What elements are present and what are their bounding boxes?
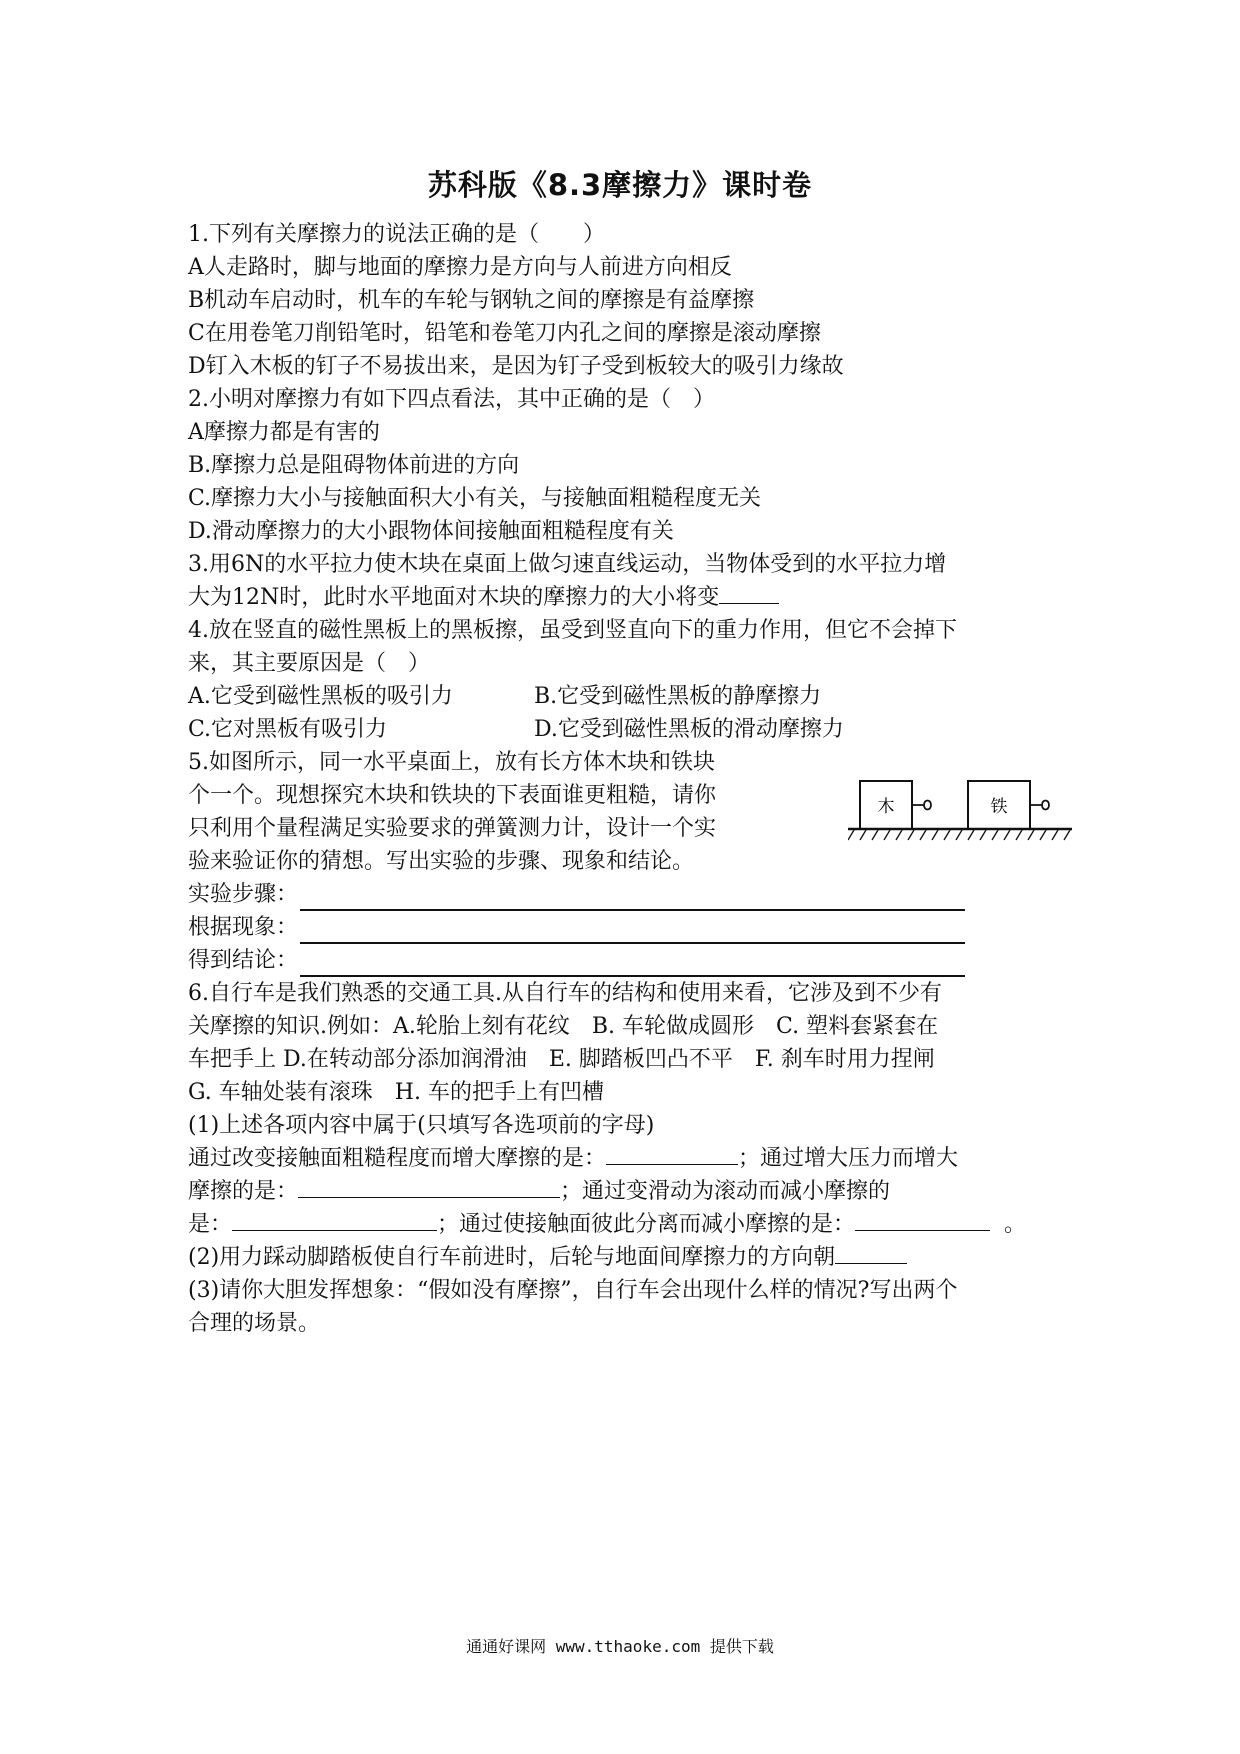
q5-steps-label: 实验步骤：: [188, 882, 299, 907]
wood-block: [860, 781, 912, 829]
q6-sub1: (1)上述各项内容中属于(只填写各选项前的字母): [188, 1113, 655, 1138]
q5-phenomenon-label: 根据现象：: [188, 915, 299, 940]
q6-line4: G. 车轴处装有滚珠 H. 车的把手上有凹槽: [188, 1080, 604, 1105]
q3-line2-text: 大为12N时，此时水平地面对木块的摩擦力的大小将变: [188, 585, 720, 610]
q6-sub3-line1: (3)请你大胆发挥想象：“假如没有摩擦”，自行车会出现什么样的情况?写出两个: [188, 1278, 958, 1303]
table-hatching: [848, 830, 1070, 840]
q6-sub1-text-a: 通过改变接触面粗糙程度而增大摩擦的是：: [188, 1146, 607, 1171]
q6-sub1-text-c: 摩擦的是：: [188, 1179, 299, 1204]
q5-conclusion-row: [188, 944, 1068, 977]
q5-line4: 验来验证你的猜想。写出实验的步骤、现象和结论。: [188, 849, 695, 874]
q6-sub2: [188, 1241, 1068, 1274]
q1-option-d: D钉入木板的钉子不易拔出来，是因为钉子受到板较大的吸引力缘故: [188, 354, 844, 379]
q5-phenomenon-blank[interactable]: [300, 918, 965, 944]
q6-line1: 6.自行车是我们熟悉的交通工具.从自行车的结构和使用来看，它涉及到不少有: [188, 981, 942, 1006]
q5-steps-row: [188, 878, 1068, 911]
page-footer: 通通好课网 www.tthaoke.com 提供下载: [466, 1637, 774, 1656]
q6-sub1-end: 。: [1004, 1212, 1027, 1237]
q2-option-a: A摩擦力都是有害的: [188, 420, 380, 445]
q3-line2: [188, 581, 1068, 614]
q6-sub1-row1: [188, 1142, 1068, 1175]
q2-stem: 2.小明对摩擦力有如下四点看法，其中正确的是（ ）: [188, 387, 715, 412]
q6-sub1-text-e: 是：: [188, 1212, 233, 1237]
q1-stem: 1.下列有关摩擦力的说法正确的是（ ）: [188, 222, 605, 247]
q6-direction-blank[interactable]: [835, 1241, 907, 1264]
q5-line1: 5.如图所示，同一水平桌面上，放有长方体木块和铁块: [188, 750, 715, 775]
q2-option-b: B.摩擦力总是阻碍物体前进的方向: [188, 453, 520, 478]
q6-line3: 车把手上 D.在转动部分添加润滑油 E. 脚踏板凹凸不平 F. 刹车时用力捏闸: [188, 1047, 935, 1072]
q1-option-c: C在用卷笔刀削铅笔时，铅笔和卷笔刀内孔之间的摩擦是滚动摩擦: [188, 321, 821, 346]
q3-line1: 3.用6N的水平拉力使木块在桌面上做匀速直线运动，当物体受到的水平拉力增: [188, 552, 947, 577]
q5-phenomenon-row: [188, 911, 1068, 944]
q5-line3: 只利用个量程满足实验要求的弹簧测力计，设计一个实: [188, 816, 717, 841]
q4-option-c: C.它对黑板有吸引力: [188, 717, 388, 742]
q1-option-a: A人走路时，脚与地面的摩擦力是方向与人前进方向相反: [188, 255, 732, 280]
q6-sub1-text-f: ；通过使接触面彼此分离而减小摩擦的是：: [437, 1212, 856, 1237]
q4-line1: 4.放在竖直的磁性黑板上的黑板擦，虽受到竖直向下的重力作用，但它不会掉下: [188, 618, 957, 643]
q6-sub1-row3: [188, 1208, 1068, 1241]
q4-option-a: A.它受到磁性黑板的吸引力: [188, 684, 453, 709]
iron-block-label: 铁: [990, 797, 1008, 817]
q3-answer-blank[interactable]: [719, 581, 779, 604]
q6-rolling-blank[interactable]: [232, 1208, 437, 1231]
q1-option-b: B机动车启动时，机车的车轮与钢轨之间的摩擦是有益摩擦: [188, 288, 755, 313]
q6-pressure-blank[interactable]: [298, 1175, 560, 1198]
q5-conclusion-label: 得到结论：: [188, 948, 299, 973]
q6-sub1-row2: [188, 1175, 1068, 1208]
q6-line2: 关摩擦的知识.例如：A.轮胎上刻有花纹 B. 车轮做成圆形 C. 塑料套紧套在: [188, 1014, 939, 1039]
page-title: 苏科版《8.3摩擦力》课时卷: [427, 168, 813, 202]
q6-separation-blank[interactable]: [855, 1208, 990, 1231]
iron-block: [968, 781, 1030, 829]
wood-hook-icon: [912, 801, 931, 810]
q4-option-b: B.它受到磁性黑板的静摩擦力: [534, 684, 822, 709]
q4-options-row2: [188, 713, 1068, 746]
q4-option-d: D.它受到磁性黑板的滑动摩擦力: [534, 717, 844, 742]
q6-sub1-text-b: ；通过增大压力而增大: [738, 1146, 959, 1171]
q5-line2: 个一个。现想探究木块和铁块的下表面谁更粗糙，请你: [188, 783, 717, 808]
q6-sub1-text-d: ；通过变滑动为滚动而减小摩擦的: [560, 1179, 891, 1204]
q4-line2: 来，其主要原因是（ ）: [188, 651, 431, 676]
q6-sub3-line2: 合理的场景。: [188, 1311, 321, 1336]
q4-options-row1: [188, 680, 1068, 713]
q5-steps-blank[interactable]: [300, 885, 965, 911]
q5-figure: [848, 768, 1076, 848]
iron-hook-icon: [1030, 801, 1049, 810]
wood-block-label: 木: [877, 797, 895, 817]
q2-option-d: D.滑动摩擦力的大小跟物体间接触面粗糙程度有关: [188, 519, 674, 544]
q6-roughness-blank[interactable]: [606, 1142, 738, 1165]
q2-option-c: C.摩擦力大小与接触面积大小有关，与接触面粗糙程度无关: [188, 486, 762, 511]
q6-sub2-text: (2)用力踩动脚踏板使自行车前进时，后轮与地面间摩擦力的方向朝: [188, 1245, 836, 1270]
q5-conclusion-blank[interactable]: [300, 951, 965, 977]
